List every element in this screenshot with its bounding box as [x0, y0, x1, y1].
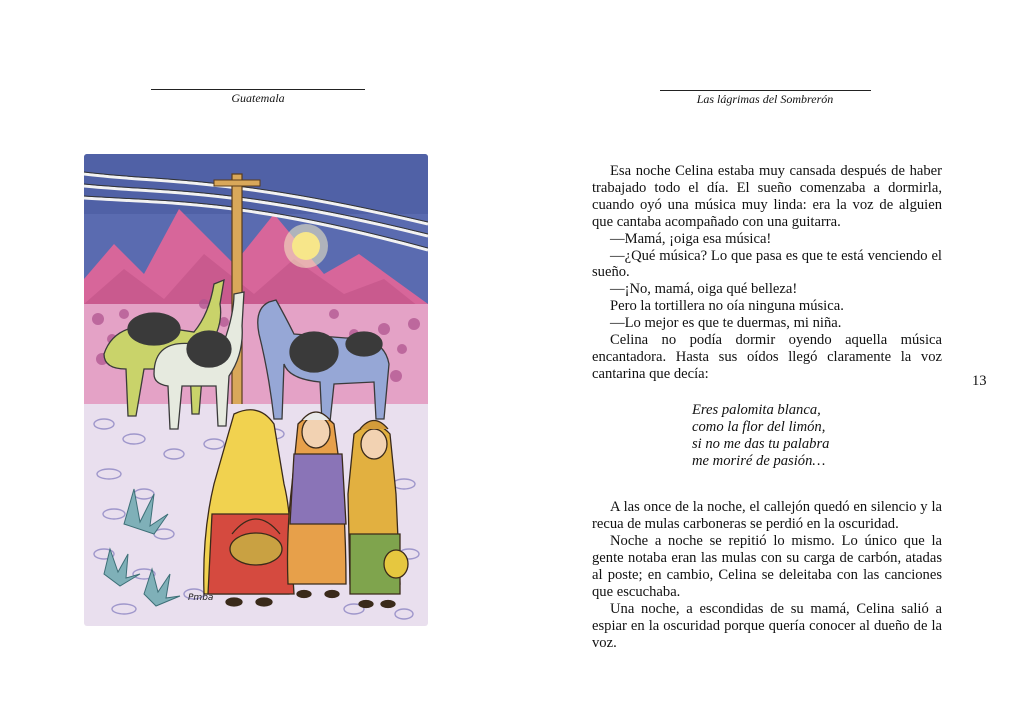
- left-running-head: Guatemala: [231, 91, 285, 105]
- women-figures: [204, 410, 408, 608]
- paragraph: Una noche, a escondidas de su mamá, Celina salió a espiar en la oscuridad porque quería conocer al dueño de la voz.: [592, 600, 942, 651]
- body-text: [592, 163, 942, 652]
- verse-line: me moriré de pasión…: [692, 452, 826, 469]
- illustration-watercolor: [84, 154, 428, 626]
- right-header-rule: [660, 90, 871, 91]
- verse-line: si no me das tu palabra: [692, 435, 830, 452]
- verse-line: Eres palomita blanca,: [692, 401, 821, 418]
- paragraph: —Lo mejor es que te duermas, mi niña.: [610, 315, 842, 332]
- page-number: 13: [972, 373, 987, 389]
- paragraph: —Mamá, ¡oiga esa música!: [610, 230, 772, 247]
- paragraph: Esa noche Celina estaba muy cansada después de haber trabajado todo el día. El sueño comenzaba a dormirla, cuando oyó una música muy linda: era la voz de alguien que cantaba acompañado con una guitarra.: [592, 163, 942, 230]
- left-header-rule: [151, 89, 365, 90]
- paragraph: —¡No, mamá, oiga qué belleza!: [610, 281, 798, 298]
- right-running-head: Las lágrimas del Sombrerón: [696, 92, 834, 106]
- paragraph: —¿Qué música? Lo que pasa es que te está venciendo el sueño.: [592, 247, 942, 281]
- verse-line: como la flor del limón,: [692, 418, 826, 435]
- artist-signature: Pmba: [188, 593, 214, 603]
- verse-block: [692, 402, 942, 470]
- paragraph: A las once de la noche, el callejón quedó en silencio y la recua de mulas carboneras se perdió en la oscuridad.: [592, 499, 942, 533]
- paragraph: Pero la tortillera no oía ninguna música.: [610, 298, 844, 315]
- paragraph: Noche a noche se repitió lo mismo. Lo único que la gente notaba eran las mulas con su carga de carbón, atadas al poste; en cambio, Celina se deleitaba con las canciones que escuchaba.: [592, 533, 942, 600]
- paragraph: Celina no podía dormir oyendo aquella música encantadora. Hasta sus oídos llegó claramente la voz cantarina que decía:: [592, 332, 942, 382]
